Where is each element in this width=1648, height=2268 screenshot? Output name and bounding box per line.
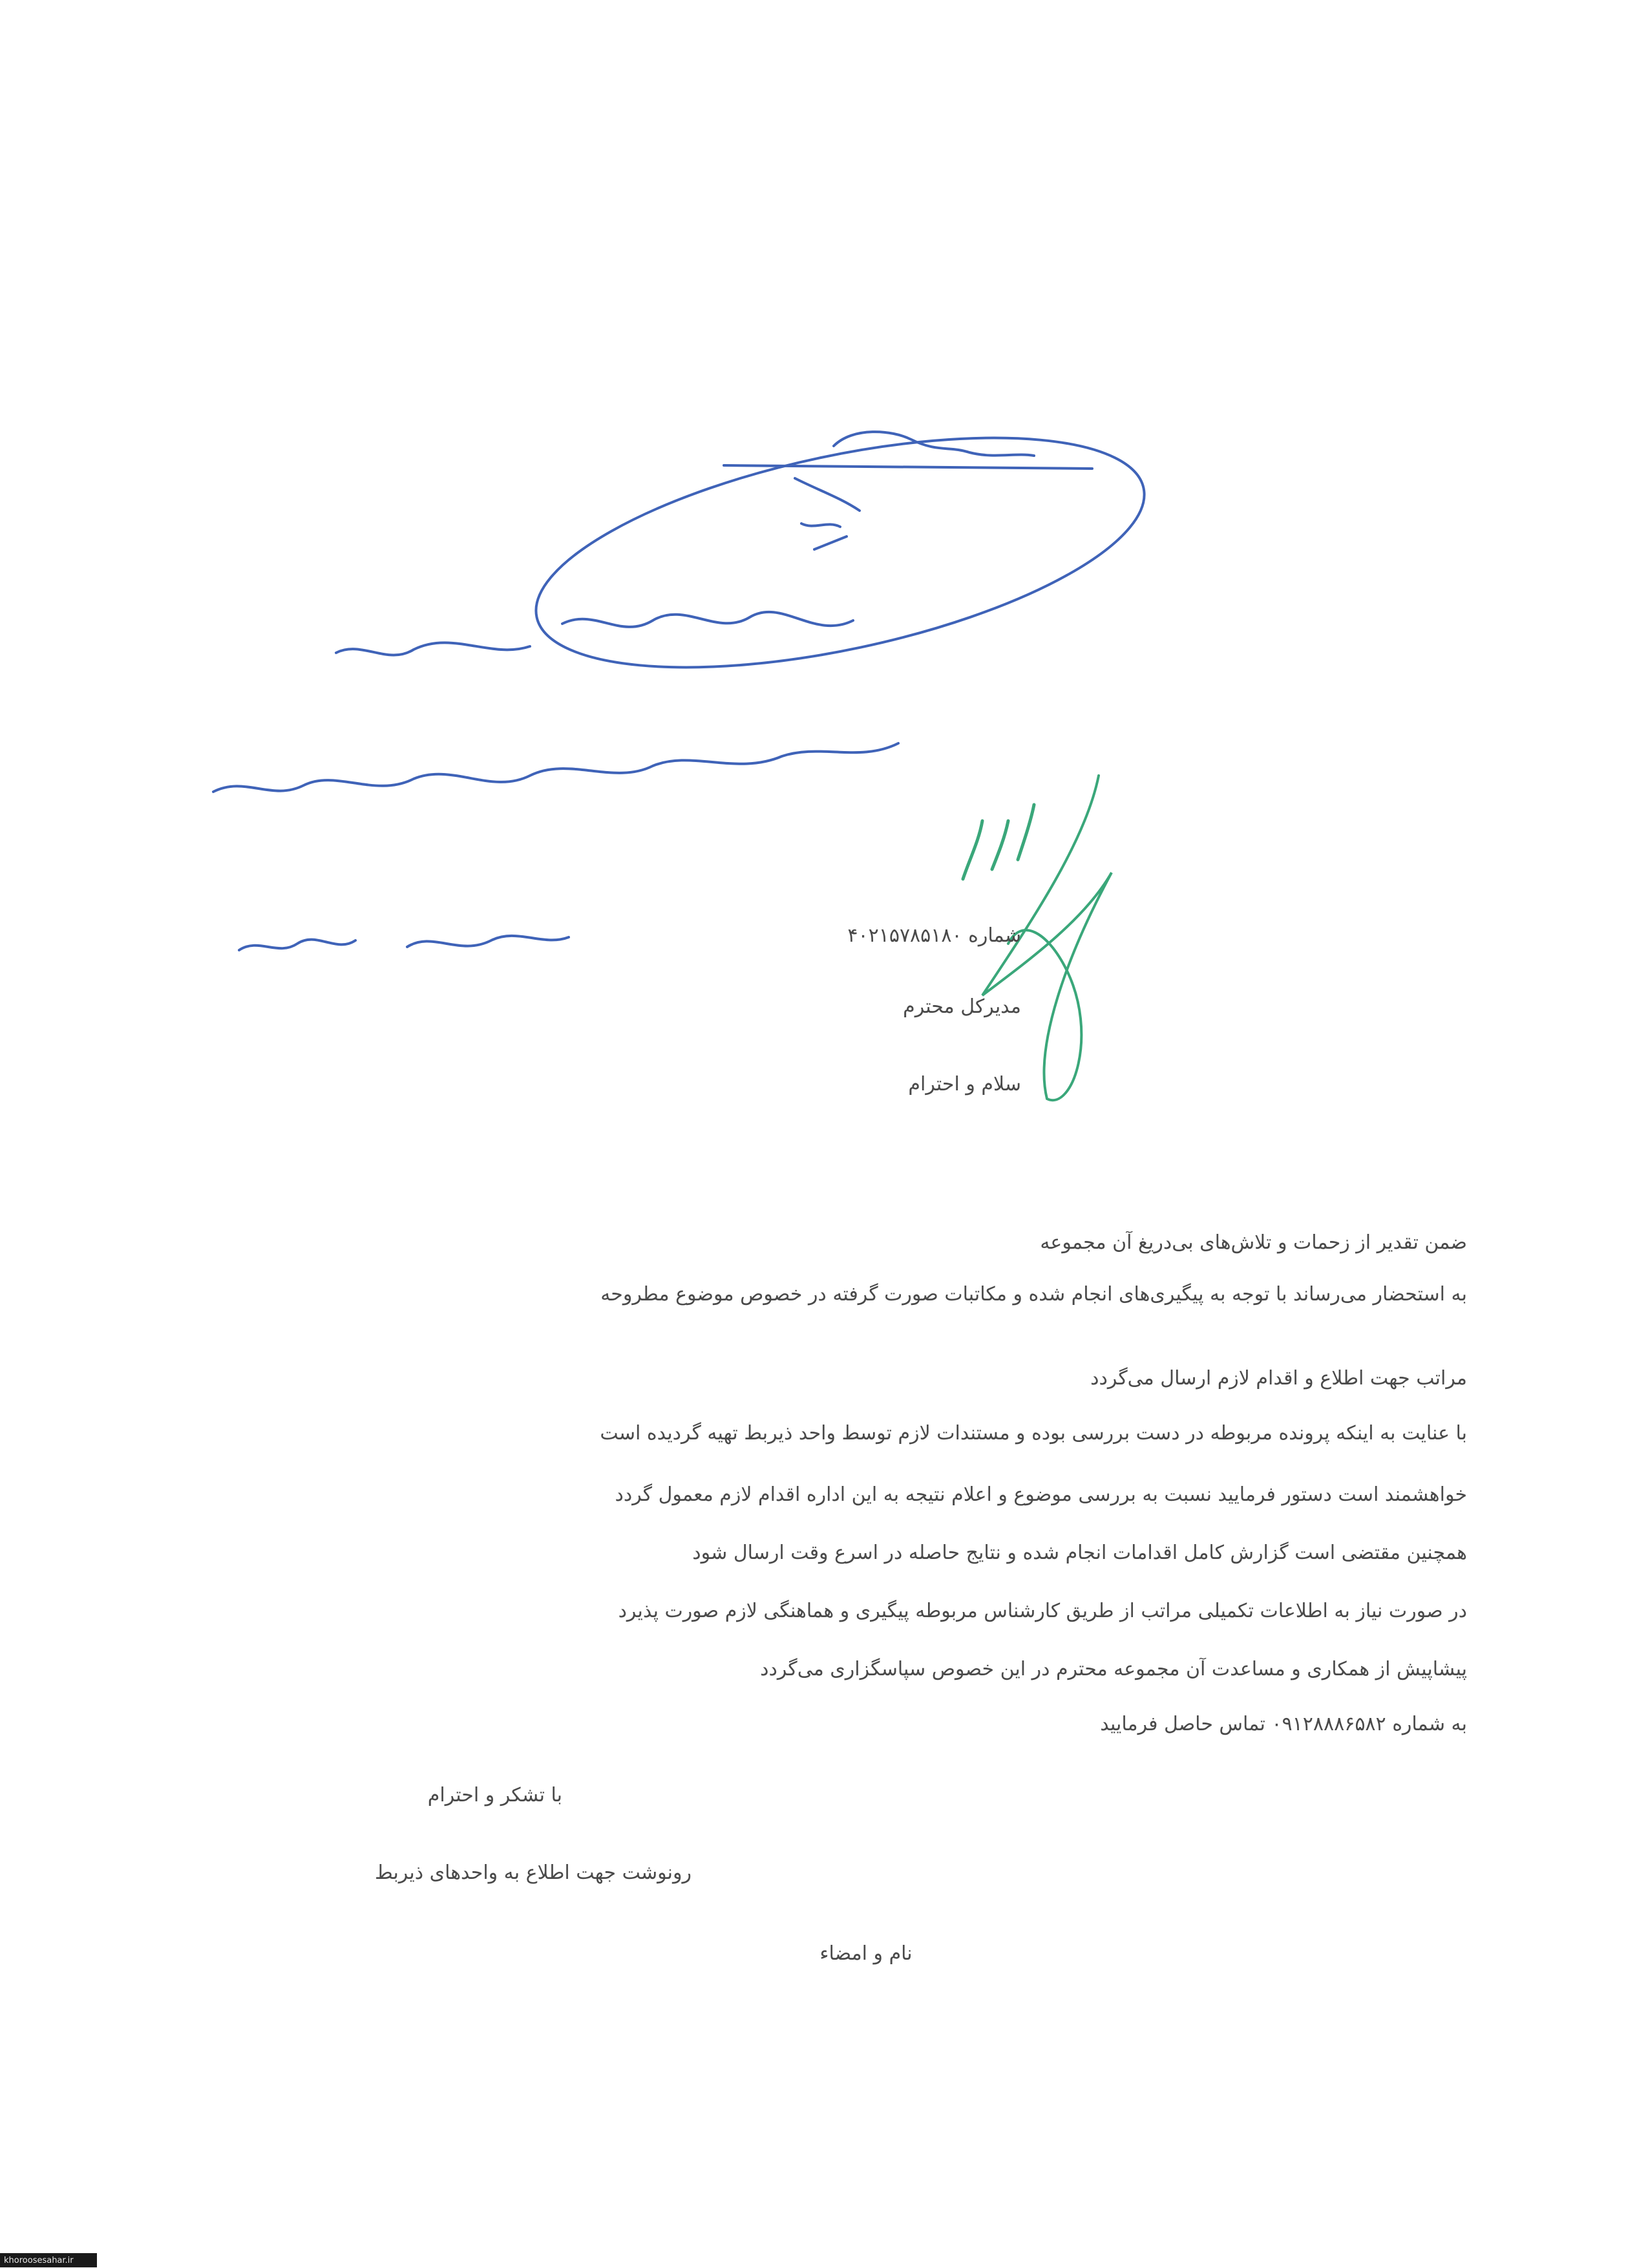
watermark-site: khoroosesahar.ir	[4, 2256, 74, 2265]
closing-line-1: با تشکر و احترام	[427, 1784, 562, 1807]
recipient-title: مدیرکل محترم	[903, 995, 1021, 1018]
body-line-7: در صورت نیاز به اطلاعات تکمیلی مراتب از طریق کارشناس مربوطه پیگیری و هماهنگی لازم صورت پذیرد	[618, 1600, 1467, 1622]
body-line-5: خواهشمند است دستور فرمایید نسبت به بررسی موضوع و اعلام نتیجه به این اداره اقدام لازم معمول گردد	[615, 1483, 1467, 1506]
greeting: سلام و احترام	[908, 1073, 1021, 1096]
body-line-1: ضمن تقدیر از زحمات و تلاش‌های بی‌دریغ آن مجموعه	[1040, 1231, 1467, 1254]
body-line-9: به شماره ۰۹۱۲۸۸۸۶۵۸۲ تماس حاصل فرمایید	[1100, 1713, 1467, 1735]
site-watermark	[0, 2253, 97, 2267]
body-line-2: به استحضار می‌رساند با توجه به پیگیری‌های انجام شده و مکاتبات صورت گرفته در خصوص موضوع مطروحه	[600, 1283, 1467, 1306]
closing-line-2: رونوشت جهت اطلاع به واحدهای ذیربط	[374, 1861, 692, 1884]
signature-name: نام و امضاء	[819, 1942, 913, 1965]
body-line-4: با عنایت به اینکه پرونده مربوطه در دست بررسی بوده و مستندات لازم توسط واحد ذیربط تهیه گردیده است	[600, 1422, 1467, 1445]
body-line-6: همچنین مقتضی است گزارش کامل اقدامات انجام شده و نتایج حاصله در اسرع وقت ارسال شود	[692, 1542, 1467, 1564]
reference-number: شماره ۴۰۲۱۵۷۸۵۱۸۰	[847, 924, 1021, 947]
body-line-8: پیشاپیش از همکاری و مساعدت آن مجموعه محترم در این خصوص سپاسگزاری می‌گردد	[760, 1658, 1467, 1680]
body-line-3: مراتب جهت اطلاع و اقدام لازم ارسال می‌گردد	[1090, 1367, 1467, 1390]
